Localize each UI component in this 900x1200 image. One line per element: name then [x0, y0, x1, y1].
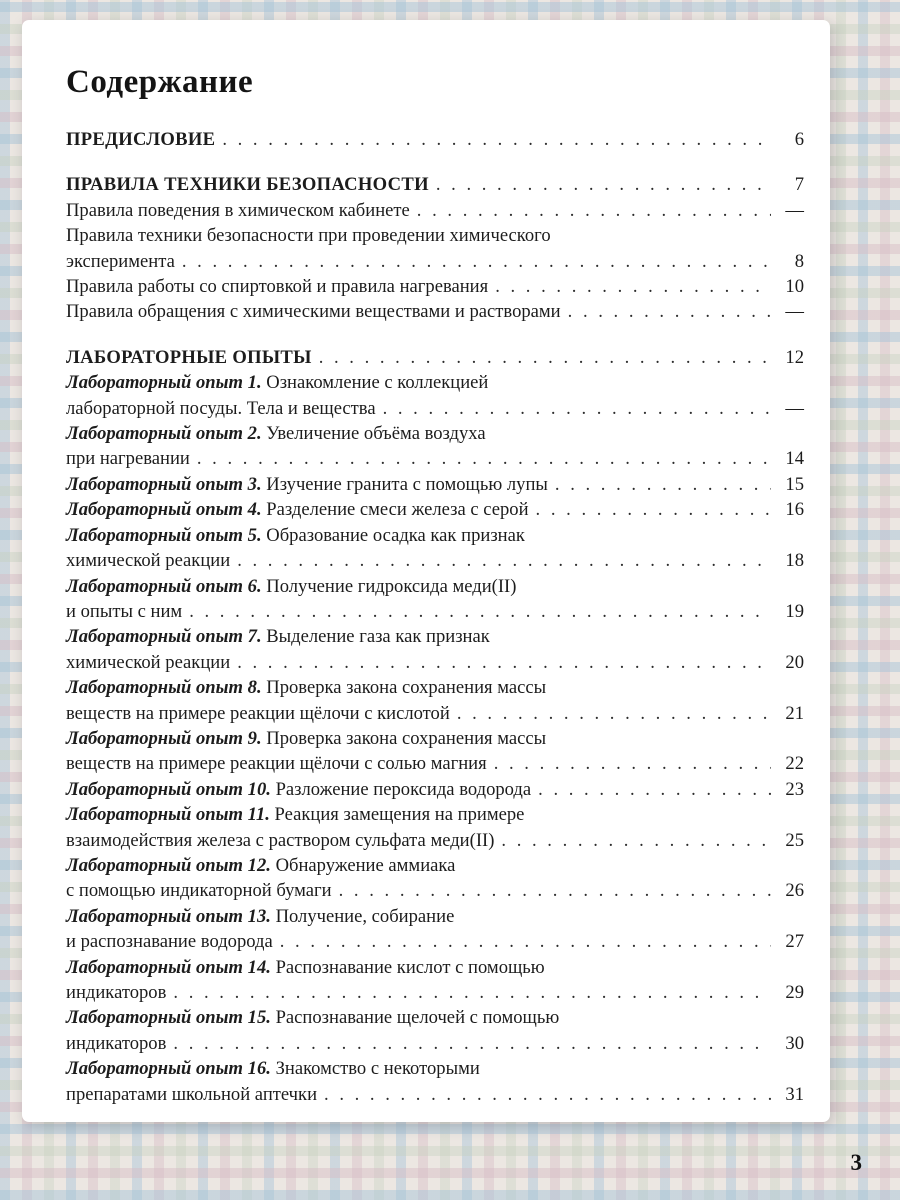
toc-page-number: 27: [785, 931, 804, 953]
page-title: Содержание: [66, 64, 254, 100]
toc-entry: [66, 497, 804, 522]
toc-text: и распознавание водорода: [66, 931, 273, 953]
toc-entry: [66, 299, 804, 324]
dot-leader: [280, 929, 771, 954]
toc-line: [66, 198, 804, 223]
toc-text: ПРАВИЛА ТЕХНИКИ БЕЗОПАСНОСТИ: [66, 174, 429, 196]
toc-page-number: —: [785, 301, 804, 323]
toc-line: [66, 878, 804, 903]
toc-text: Правила поведения в химическом кабинете: [66, 199, 410, 221]
toc-line: [66, 650, 804, 675]
toc-text: ЛАБОРАТОРНЫЕ ОПЫТЫ: [66, 346, 312, 368]
toc-text: Лабораторный опыт 15.: [66, 1007, 271, 1029]
toc-text: Лабораторный опыт 14.: [66, 956, 271, 978]
dot-leader: [173, 1031, 771, 1056]
toc-entry: [66, 523, 804, 574]
dot-leader: [495, 274, 771, 299]
toc-text: Распознавание кислот с помощью: [270, 956, 545, 978]
toc-text: Лабораторный опыт 11.: [66, 804, 270, 826]
toc-text: Обнаружение аммиака: [270, 854, 456, 876]
toc-list: [66, 127, 804, 1107]
toc-line: [66, 1005, 804, 1030]
dot-leader: [457, 701, 771, 726]
toc-entry: [66, 274, 804, 299]
dot-leader: [324, 1082, 771, 1107]
toc-page-number: 29: [785, 982, 804, 1003]
dot-leader: [197, 446, 771, 471]
toc-line: [66, 929, 804, 954]
toc-line: [66, 701, 804, 726]
toc-entry: [66, 127, 804, 152]
toc-text: Реакция замещения на примере: [269, 804, 525, 826]
toc-line: [66, 497, 804, 522]
toc-page-number: —: [785, 397, 804, 419]
toc-line: [66, 777, 804, 802]
dot-leader: [189, 599, 771, 624]
toc-line: [66, 726, 804, 751]
toc-text: Разделение смеси железа с серой: [261, 499, 529, 521]
toc-entry: [66, 675, 804, 726]
dot-leader: [568, 299, 771, 324]
toc-text: Лабораторный опыт 5.: [66, 524, 262, 546]
toc-text: химической реакции: [66, 550, 231, 572]
toc-text: Лабораторный опыт 6.: [66, 575, 262, 597]
toc-entry: [66, 802, 804, 853]
toc-page-number: 15: [785, 473, 804, 495]
toc-text: с помощью индикаторной бумаги: [66, 880, 332, 902]
toc-text: химической реакции: [66, 651, 231, 673]
toc-line: [66, 980, 804, 1005]
toc-text: Ознакомление с коллекцией: [261, 372, 489, 394]
toc-line: [66, 548, 804, 573]
toc-entry: [66, 904, 804, 955]
toc-entry: [66, 853, 804, 904]
dot-leader: [237, 650, 771, 675]
toc-page-number: 25: [785, 829, 804, 851]
toc-text: Проверка закона сохранения массы: [261, 727, 547, 749]
dot-leader: [555, 472, 771, 497]
toc-line: [66, 853, 804, 878]
toc-text: лабораторной посуды. Тела и вещества: [66, 397, 376, 419]
dot-leader: [417, 198, 771, 223]
toc-line: [66, 1031, 804, 1056]
dot-leader: [494, 751, 771, 776]
toc-text: индикаторов: [66, 982, 167, 1003]
dot-leader: [339, 878, 771, 903]
toc-text: Правила техники безопасности при проведении химического: [66, 225, 551, 247]
toc-line: [66, 904, 804, 929]
toc-text: индикаторов: [66, 1032, 167, 1054]
toc-text: Лабораторный опыт 3.: [66, 473, 262, 495]
toc-entry: [66, 345, 804, 370]
toc-text: Разложение пероксида водорода: [270, 778, 532, 800]
toc-text: и опыты с ним: [66, 600, 183, 622]
toc-line: [66, 624, 804, 649]
toc-text: Увеличение объёма воздуха: [261, 423, 486, 445]
toc-line: [66, 127, 804, 152]
toc-line: [66, 1082, 804, 1107]
toc-entry: [66, 726, 804, 777]
toc-line: [66, 828, 804, 853]
toc-text: Изучение гранита с помощью лупы: [261, 473, 548, 495]
toc-line: [66, 751, 804, 776]
toc-text: Лабораторный опыт 7.: [66, 626, 262, 648]
toc-text: Знакомство с некоторыми: [270, 1058, 480, 1080]
toc-line: [66, 172, 804, 197]
toc-page-number: —: [785, 199, 804, 221]
dot-leader: [222, 127, 771, 152]
toc-page-number: 22: [785, 753, 804, 775]
toc-text: Правила обращения с химическими веществами и растворами: [66, 301, 561, 323]
toc-line: [66, 223, 804, 248]
toc-page-number: 23: [785, 778, 804, 800]
toc-page-number: 12: [785, 346, 804, 368]
toc-text: препаратами школьной аптечки: [66, 1083, 318, 1105]
toc-page-number: 8: [794, 250, 804, 272]
toc-line: [66, 345, 804, 370]
toc-page-number: 10: [785, 276, 804, 298]
toc-text: Выделение газа как признак: [261, 626, 490, 648]
toc-entry: [66, 370, 804, 421]
toc-line: [66, 396, 804, 421]
toc-text: при нагревании: [66, 448, 190, 470]
toc-page-number: 21: [785, 702, 804, 724]
dot-leader: [182, 249, 771, 274]
toc-text: ПРЕДИСЛОВИЕ: [66, 129, 216, 150]
toc-entry: [66, 574, 804, 625]
toc-text: эксперимента: [66, 250, 175, 272]
toc-entry: [66, 624, 804, 675]
toc-text: Лабораторный опыт 12.: [66, 854, 271, 876]
toc-line: [66, 249, 804, 274]
toc-line: [66, 299, 804, 324]
toc-page-number: 7: [794, 174, 804, 196]
toc-text: Правила работы со спиртовкой и правила нагревания: [66, 276, 489, 298]
toc-entry: [66, 223, 804, 274]
toc-line: [66, 274, 804, 299]
toc-page-number: 18: [785, 550, 804, 572]
toc-line: [66, 523, 804, 548]
dot-leader: [383, 396, 771, 421]
toc-line: [66, 370, 804, 395]
toc-text: Лабораторный опыт 10.: [66, 778, 271, 800]
dot-leader: [436, 172, 771, 197]
toc-line: [66, 1056, 804, 1081]
toc-text: Лабораторный опыт 16.: [66, 1058, 271, 1080]
toc-page-number: 16: [785, 499, 804, 521]
toc-text: веществ на примере реакции щёлочи с солью магния: [66, 753, 487, 775]
toc-text: взаимодействия железа с раствором сульфата меди(II): [66, 829, 495, 851]
toc-text: Лабораторный опыт 8.: [66, 677, 262, 699]
toc-page-number: 14: [785, 448, 804, 470]
toc-line: [66, 472, 804, 497]
toc-line: [66, 574, 804, 599]
toc-page-number: 20: [785, 651, 804, 673]
toc-line: [66, 675, 804, 700]
toc-text: Лабораторный опыт 4.: [66, 499, 262, 521]
dot-leader: [173, 980, 771, 1005]
toc-page-number: 19: [785, 600, 804, 622]
toc-text: веществ на примере реакции щёлочи с кислотой: [66, 702, 450, 724]
toc-line: [66, 446, 804, 471]
dot-leader: [538, 777, 771, 802]
toc-text: Получение, собирание: [270, 905, 455, 927]
dot-leader: [501, 828, 771, 853]
toc-entry: [66, 172, 804, 197]
dot-leader: [319, 345, 771, 370]
toc-text: Распознавание щелочей с помощью: [270, 1007, 560, 1029]
toc-text: Получение гидроксида меди(II): [261, 575, 517, 597]
toc-page-number: 26: [785, 880, 804, 902]
toc-text: Лабораторный опыт 2.: [66, 423, 262, 445]
dot-leader: [237, 548, 771, 573]
toc-text: Лабораторный опыт 9.: [66, 727, 262, 749]
dot-leader: [536, 497, 771, 522]
toc-line: [66, 955, 804, 980]
toc-line: [66, 599, 804, 624]
toc-entry: [66, 1056, 804, 1107]
toc-text: Проверка закона сохранения массы: [261, 677, 547, 699]
toc-entry: [66, 198, 804, 223]
toc-entry: [66, 1005, 804, 1056]
toc-page-number: 30: [785, 1032, 804, 1054]
toc-entry: [66, 472, 804, 497]
toc-entry: [66, 777, 804, 802]
toc-entry: [66, 955, 804, 1006]
book-page: [22, 20, 830, 1122]
toc-text: Образование осадка как признак: [261, 524, 525, 546]
toc-page-number: 6: [794, 129, 804, 150]
toc-text: Лабораторный опыт 1.: [66, 372, 262, 394]
folio-page-number: 3: [850, 1150, 862, 1175]
toc-entry: [66, 421, 804, 472]
toc-page-number: 31: [785, 1083, 804, 1105]
toc-text: Лабораторный опыт 13.: [66, 905, 271, 927]
toc-line: [66, 802, 804, 827]
toc-line: [66, 421, 804, 446]
